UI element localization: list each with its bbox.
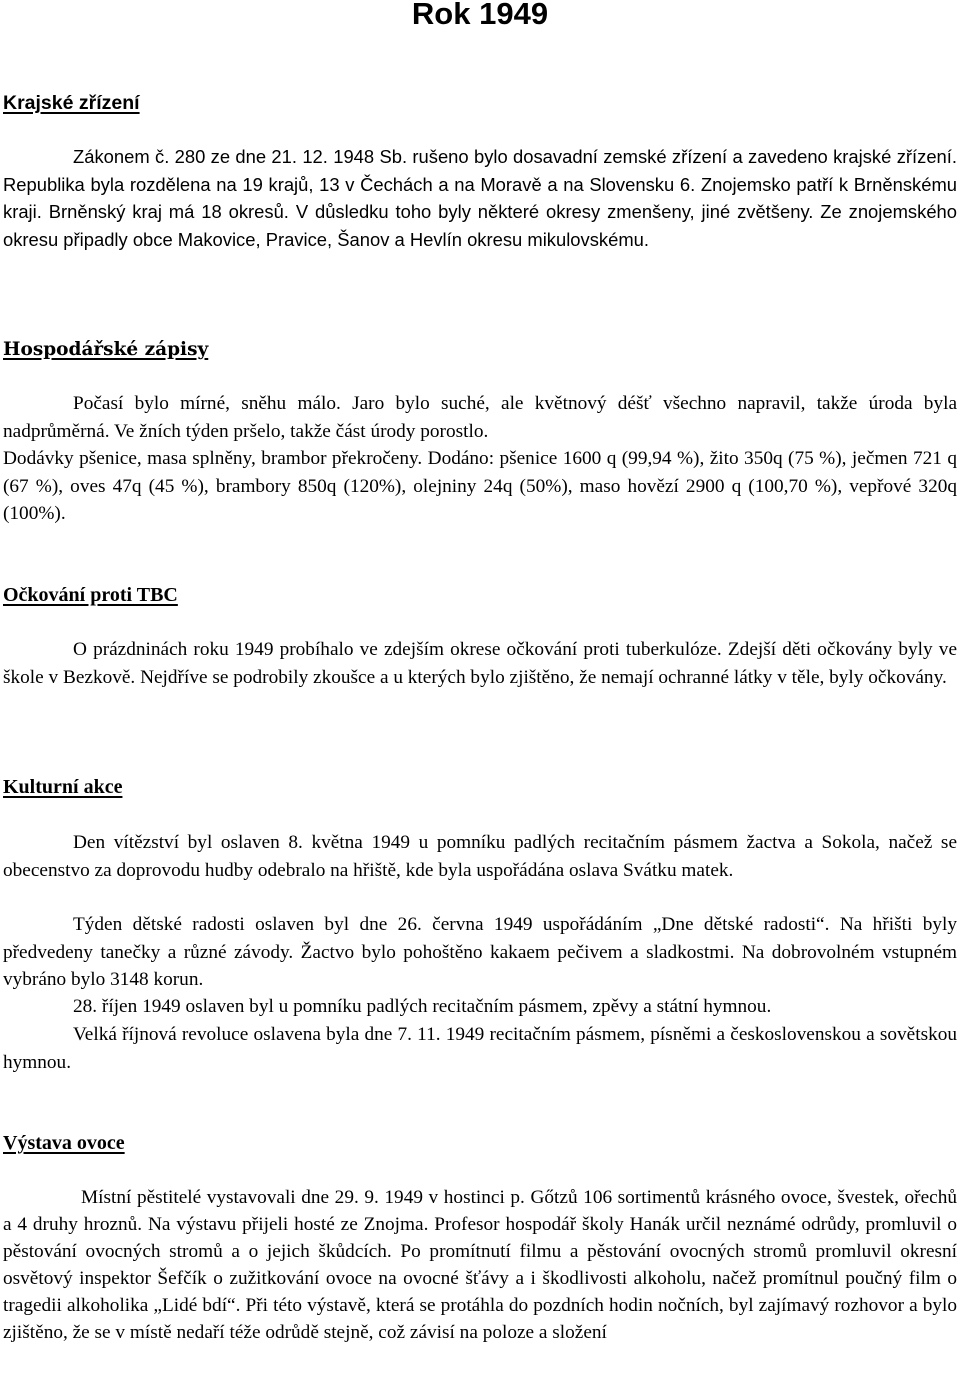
paragraph: Týden dětské radosti oslaven byl dne 26. června 1949 uspořádáním „Dne dětské radosti“. Na hřišti byly předvedeny tanečky a různé závody. Žactvo bylo pohoštěno kakaem pečivem a sladkostmi. Na dobrovolném vstupném vybráno bylo 3148 korun. <box>3 914 957 990</box>
paragraph: Zákonem č. 280 ze dne 21. 12. 1948 Sb. rušeno bylo dosavadní zemské zřízení a zavedeno krajské zřízení. Republika byla rozdělena na 19 krajů, 13 v Čechách a na Moravě a na Slovensku 6. Znojemsko patří k Brněnskému kraji. Brněnský kraj má 18 okresů. V důsledku toho byly některé okresy zmenšeny, jiné zvětšeny. Ze znojemského okresu připadly obce Makovice, Pravice, Šanov a Hevlín okresu mikulovskému. <box>3 146 957 250</box>
section-heading-vystava-ovoce: Výstava ovoce <box>3 1132 125 1154</box>
paragraph: Den vítězství byl oslaven 8. května 1949 u pomníku padlých recitačním pásmem žactva a Sokola, načež se obecenstvo za doprovodu hudby odebralo na hřiště, kde byla uspořádána oslava Svátku matek. <box>3 832 957 881</box>
paragraph: O prázdninách roku 1949 probíhalo ve zdejším okrese očkování proti tuberkulóze. Zdejší děti očkovány byly ve škole v Bezkově. Nejdříve se podrobily zkoušce a u kterých bylo zjištěno, že nemají ochranné látky v těle, byly očkovány. <box>3 639 957 688</box>
paragraph: Místní pěstitelé vystavovali dne 29. 9. 1949 v hostinci p. Gőtzů 106 sortimentů krásného ovoce, švestek, ořechů a 4 druhy hroznů. Na výstavu přijeli hosté ze Znojma. Profesor hospodář školy Hanák určil neznámé odrůdy, promluvil o pěstování ovocných stromů a o jejich škůdcích. Po promítnutí filmu a pěstování ovocných stromů promluvil okresní osvětový inspektor Šefčík o zužitkování ovoce na ovocné šťávy a i škodlivosti alkoholu, načež promítnul poučný film o tragedii alkoholika „Lidé bdí“. Při této výstavě, která se protáhla do pozdních hodin nočních, byl zajímavý rozhovor a bylo zjištěno, že se v místě nedaří téže odrůdě stejně, což závisí na poloze a složení <box>3 1187 957 1343</box>
section-heading-kulturni-akce: Kulturní akce <box>3 776 123 798</box>
paragraph: Dodávky pšenice, masa splněny, brambor překročeny. Dodáno: pšenice 1600 q (99,94 %), žito 350q (75 %), ječmen 721 q (67 %), oves 47q (45 %), brambory 850q (120%), olejniny 24q (50%), maso hovězí 2900 q (100,70 %), vepřové 320q (100%). <box>3 448 957 524</box>
paragraph: Počasí bylo mírné, sněhu málo. Jaro bylo suché, ale květnový déšť všechno napravil, takže úroda byla nadprůměrná. Ve žních týden pršelo, takže část úrody porostlo. <box>3 393 957 442</box>
paragraph: Velká říjnová revoluce oslavena byla dne 7. 11. 1949 recitačním pásmem, písněmi a československou a sovětskou hymnou. <box>3 1024 957 1073</box>
section-heading-ockovani-proti-tbc: Očkování proti TBC <box>3 584 178 606</box>
section-heading-krajske-zrizeni: Krajské zřízení <box>3 92 140 114</box>
section-heading-hospodarske-zapisy: Hospodářské zápisy <box>3 339 209 360</box>
paragraph: 28. říjen 1949 oslaven byl u pomníku padlých recitačním pásmem, zpěvy a státní hymnou. <box>73 996 772 1017</box>
page-title: Rok 1949 <box>411 0 549 31</box>
